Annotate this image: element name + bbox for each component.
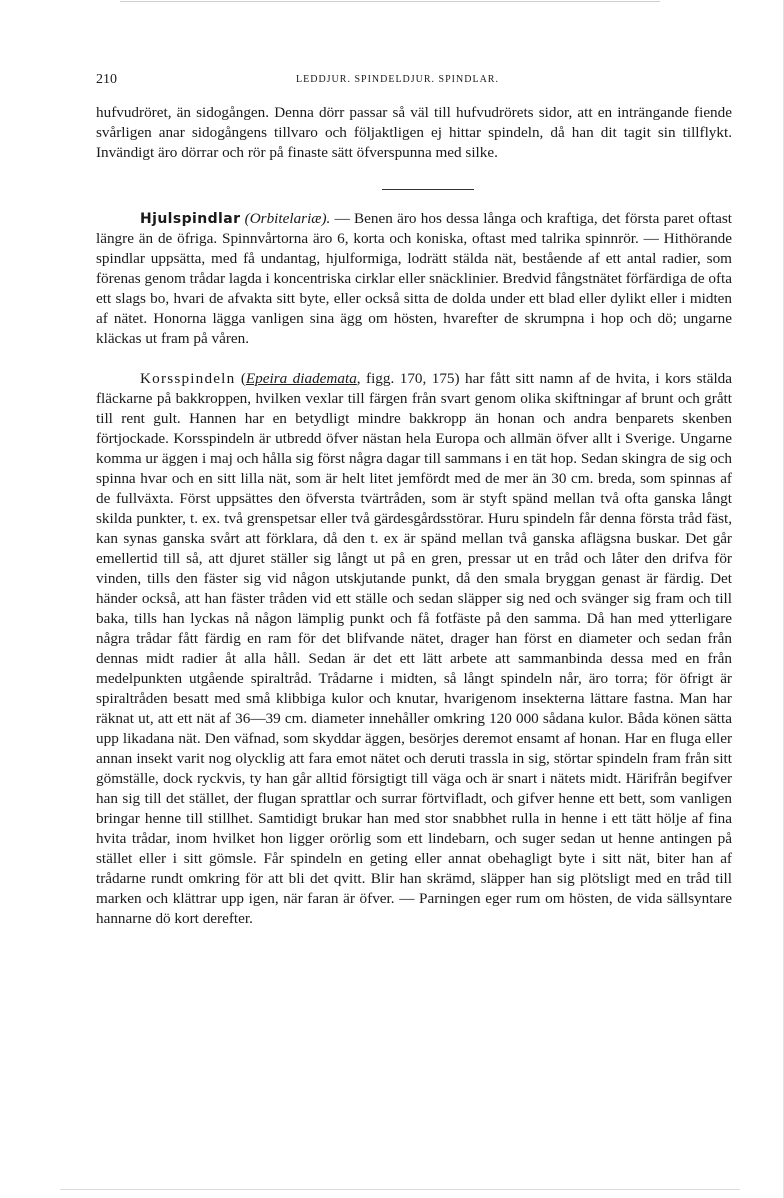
section-divider <box>382 189 474 190</box>
figure-reference: , figg. 170, 175) <box>356 370 460 387</box>
paren-open: ( <box>235 370 246 387</box>
paragraph-hjulspindlar <box>96 209 732 349</box>
bottom-scan-edge <box>60 1189 740 1190</box>
section-heading: Hjulspindlar <box>140 211 241 227</box>
paragraph-korsspindeln <box>96 369 732 929</box>
page-number: 210 <box>96 72 117 87</box>
paragraph-continuation <box>96 103 732 163</box>
top-scan-edge <box>120 1 660 2</box>
paragraph-text: hufvudröret, än sidogången. Denna dörr passar så väl till hufvudrörets sidor, att en inträngande fiende svårligen anar sidogångens tillvaro och följaktligen ej hittar spindeln, då han dit tagit sin tillflykt. Invändigt äro dörrar och rör på finaste sätt öfverspunna med silke. <box>96 104 732 161</box>
paragraph-text: — Benen äro hos dessa långa och kraftiga, det första paret oftast längre än de öfriga. Spinnvårtorna äro 6, korta och koniska, oftast med talrika spinnrör. — Hithörande spindlar uppsätta, med få undantag, hjulformiga, lodrätt stälda nät, bestående af ett antal radier, som förenas genom trådar lagda i koncentriska cirklar eller snäcklinier. Bredvid fångstnätet förfärdiga de ofta ett slags bo, hvari de afvakta sitt byte, eller också sitta de dolda under ett blad eller dylikt eller i midten af nätet. Honorna lägga vanligen sina ägg om hösten, hvarefter de skrumpna i hop och dö; ungarne kläckas ut fram på våren. <box>96 210 732 347</box>
running-title: LEDDJUR. SPINDELDJUR. SPINDLAR. <box>296 74 499 85</box>
latin-name: (Orbitelariæ). <box>244 210 331 227</box>
page-header <box>96 72 732 92</box>
paragraph-text: har fått sitt namn af de hvita, i kors stälda fläckarne på bakkroppen, hvilken vexlar till färgen från svart genom olika skiftningar af brunt och grått till rent gult. Hannen har en betydligt mindre bakkropp än honan och andra benparets skenben förtjockade. Korsspindeln är utbredd öfver nästan hela Europa och allmän öfver allt i Sverige. Ungarne komma ur äggen i maj och hålla sig först några dagar till sammans i en tät hop. Sedan skingra de sig och spinna hvar och en sitt lilla nät, som är helt litet jemfördt med de mer än 30 cm. breda, som spinnas af de fullväxta. Först uppsättes den öfversta tvärtråden, som är styft spänd mellan två ofta ganska långt skilda punkter, t. ex. två grenspetsar eller två gärdesgårdsstörar. Huru spindeln får denna första tråd fäst, kan synas ganska svårt att förklara, då den t. ex är spänd mellan två ganska aflägsna buskar. Det går emellertid till så, att djuret ställer sig långt ut på en gren, pressar ut en tråd och låter den drifva för vinden, tills den fäster sig vid någon utskjutande punkt, då den smala bryggan genast är färdig. Det händer också, att han fäster tråden vid ett ställe och sedan släpper sig ned och svänger sig fram och till baka, tills han lyckas nå någon lämplig punkt och få fotfäste på den samma. Då han med ytterligare några trådar fått färdig en ram för det blifvande nätet, drager han först en diameter och sedan från dennas midt radier åt alla håll. Sedan är det ett lätt arbete att sammanbinda dessa med en från medelpunkten utgående spiraltråd. Trådarne i midten, så långt spindeln når, äro torra; för öfrigt är spiraltråden besatt med små klibbiga kulor och knutar, hvarigenom insekterna lättare fastna. Man har räknat ut, att ett nät af 36—39 cm. diameter innehåller omkring 120 000 sådana kulor. Båda könen sätta upp likadana nät. Den väfnad, som skyddar äggen, besörjes deremot ensamt af honan. Har en fluga eller annan insekt varit nog olycklig att fara emot nätet och deruti trassla in sig, störtar spindeln fram från sitt gömställe, dock ryckvis, ty han går alltid försigtigt till väga och är snart i nätets midt. Härifrån begifver han sig till det stället, der flugan sprattlar och surrar förtvifladt, och gifver henne ett bett, som vanligen bringar henne till stillhet. Samtidigt brukar han med stor snabbhet rulla in henne i ett tätt hölje af fina hvita trådar, inom hvilket hon ligger orörlig som ett lindebarn, och suger sedan ut henne antingen på stället eller i sitt gömsle. Får spindeln en geting eller annat obehagligt byte i sitt nät, biter han af trådarne rundt omkring för att bli det qvitt. Blir han skrämd, släpper han sig plötsligt med en tråd till marken och klättrar upp igen, när faran är öfver. — Parningen eger rum om hösten, de vida sällsyntare hannarne dö kort derefter. <box>96 370 732 927</box>
latin-name: Epeira diademata <box>245 370 357 387</box>
species-heading: Korsspindeln <box>140 370 236 387</box>
